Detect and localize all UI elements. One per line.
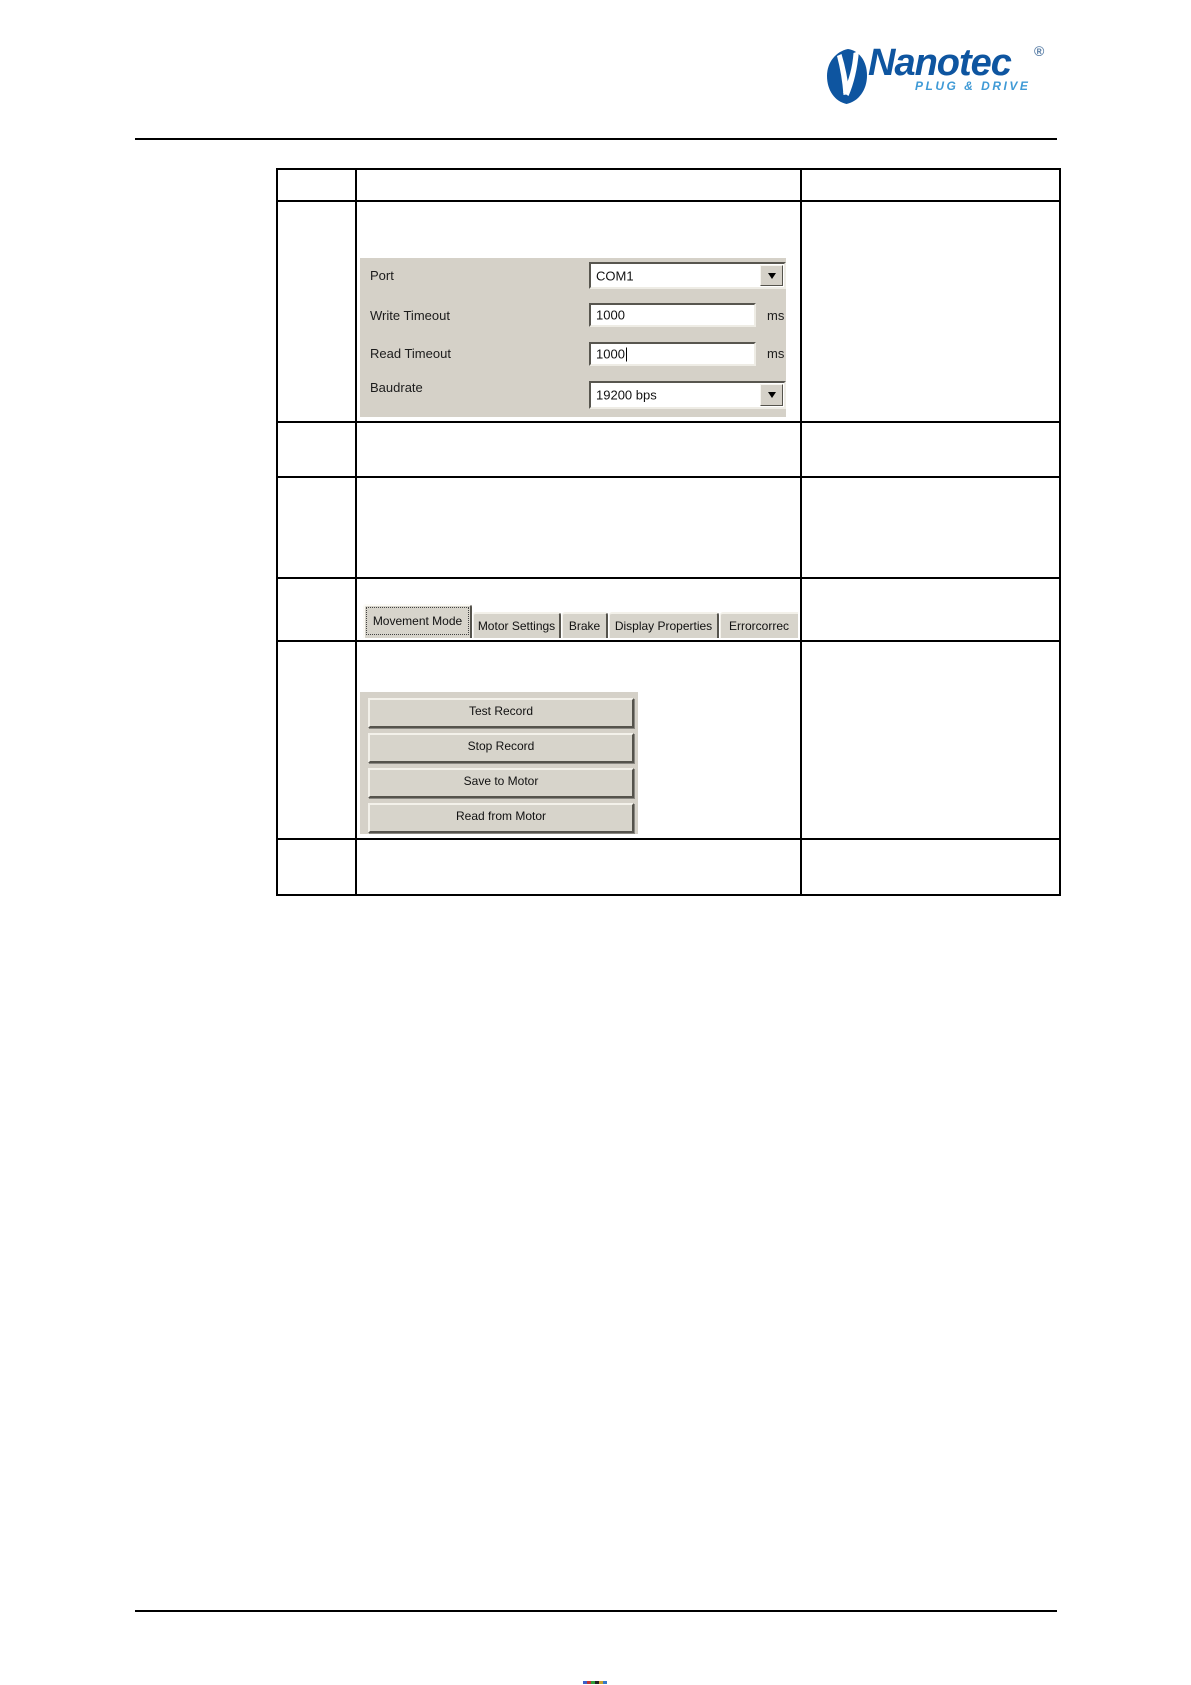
dropdown-button[interactable] <box>760 265 783 286</box>
write-timeout-unit: ms <box>767 308 785 323</box>
cell-r1c3 <box>801 169 1060 201</box>
text-caret <box>626 348 627 362</box>
page-bottom-artifact <box>583 1681 607 1684</box>
cell-r6c1 <box>277 641 356 839</box>
table-row <box>277 839 1060 895</box>
logo-brand-text: Nanotec <box>868 42 1011 84</box>
tab-display-properties[interactable]: Display Properties <box>609 612 719 638</box>
cell-r6c2 <box>356 641 801 839</box>
dropdown-button[interactable] <box>760 384 783 406</box>
baudrate-label: Baudrate <box>370 380 423 395</box>
header-rule <box>135 138 1057 140</box>
tab-brake[interactable]: Brake <box>562 612 608 638</box>
read-timeout-label: Read Timeout <box>370 346 451 361</box>
manual-table <box>276 168 1061 896</box>
cell-r4c2 <box>356 477 801 578</box>
table-row <box>277 169 1060 201</box>
table-row <box>277 477 1060 578</box>
cell-r1c1 <box>277 169 356 201</box>
logo-tagline: PLUG & DRIVE <box>915 79 1031 93</box>
port-dropdown[interactable]: COM1 <box>589 262 786 289</box>
tab-movement-mode[interactable]: Movement Mode <box>363 604 472 638</box>
tab-errorcorrection[interactable]: Errorcorrec <box>720 612 798 638</box>
read-timeout-input[interactable]: 1000 <box>589 342 756 366</box>
communication-settings-panel <box>360 258 786 417</box>
cell-r2c1 <box>277 201 356 422</box>
cell-r1c2 <box>356 169 801 201</box>
table-row <box>277 578 1060 641</box>
cell-r2c2 <box>356 201 801 422</box>
cell-r5c2 <box>356 578 801 641</box>
write-timeout-label: Write Timeout <box>370 308 450 323</box>
settings-tab-bar <box>363 603 798 638</box>
footer-rule <box>135 1610 1057 1612</box>
tab-motor-settings[interactable]: Motor Settings <box>473 612 561 638</box>
write-timeout-input[interactable]: 1000 <box>589 303 756 327</box>
cell-r5c1 <box>277 578 356 641</box>
cell-r5c3 <box>801 578 1060 641</box>
cell-r7c3 <box>801 839 1060 895</box>
cell-r3c1 <box>277 422 356 477</box>
cell-r7c1 <box>277 839 356 895</box>
table-row <box>277 422 1060 477</box>
cell-r7c2 <box>356 839 801 895</box>
nanotec-leaf-icon <box>827 49 867 104</box>
table-row <box>277 201 1060 422</box>
registered-trademark-symbol: ® <box>1034 43 1045 59</box>
cell-r2c3 <box>801 201 1060 422</box>
cell-r4c1 <box>277 477 356 578</box>
dropdown-arrow-icon <box>768 273 776 283</box>
record-buttons-panel <box>360 692 638 834</box>
port-label: Port <box>370 268 394 283</box>
stop-record-button[interactable]: Stop Record <box>368 733 634 763</box>
cell-r3c2 <box>356 422 801 477</box>
read-timeout-unit: ms <box>767 346 785 361</box>
read-from-motor-button[interactable]: Read from Motor <box>368 803 634 833</box>
cell-r3c3 <box>801 422 1060 477</box>
save-to-motor-button[interactable]: Save to Motor <box>368 768 634 798</box>
cell-r6c3 <box>801 641 1060 839</box>
baudrate-dropdown[interactable]: 19200 bps <box>589 381 786 409</box>
dropdown-arrow-icon <box>768 392 776 402</box>
nanotec-logo <box>820 40 1060 110</box>
table-row <box>277 641 1060 839</box>
test-record-button[interactable]: Test Record <box>368 698 634 728</box>
cell-r4c3 <box>801 477 1060 578</box>
